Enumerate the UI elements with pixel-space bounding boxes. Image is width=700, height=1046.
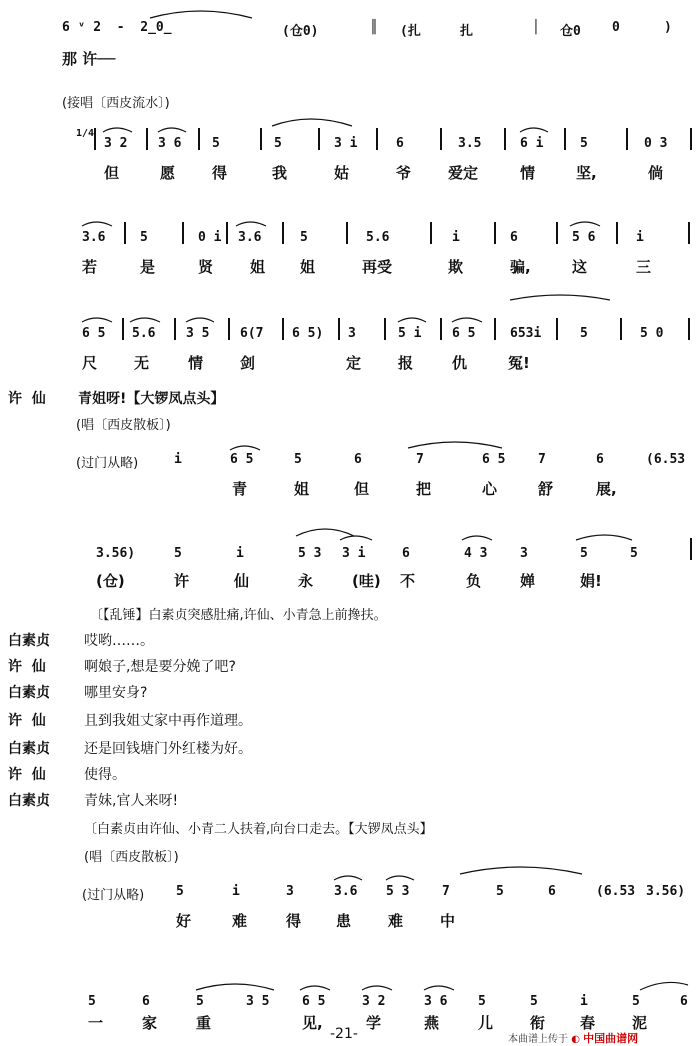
score-note: 5 3 bbox=[386, 884, 410, 899]
score-note: 6 i bbox=[520, 136, 544, 151]
score-note: 3 6 bbox=[158, 136, 182, 151]
lyric: 娟! bbox=[580, 572, 602, 590]
barline bbox=[174, 318, 176, 340]
slur bbox=[640, 982, 688, 990]
page-number: -21- bbox=[330, 1026, 358, 1042]
score-note: 5.6 bbox=[366, 230, 390, 245]
logo-icon: ◐ bbox=[571, 1034, 580, 1045]
score-note: 6 bbox=[596, 452, 604, 467]
lyric: 若 bbox=[82, 258, 98, 276]
watermark-brand: 中国曲谱网 bbox=[583, 1032, 639, 1045]
score-note: 0 3 bbox=[644, 136, 668, 151]
stage-direction: 〔【乱锤】白素贞突感肚痛,许仙、小青急上前搀扶。 bbox=[90, 608, 387, 623]
score-note: (仓0) bbox=[282, 24, 319, 39]
score-note: 3 5 bbox=[186, 326, 210, 341]
time-signature: 1/4 bbox=[76, 128, 95, 139]
score-note: 5 bbox=[632, 994, 640, 1009]
barline bbox=[494, 318, 496, 340]
score-note: 7 bbox=[538, 452, 546, 467]
lyric: 倘 bbox=[648, 164, 664, 182]
speaker-name: 许 仙 bbox=[8, 659, 46, 675]
slur bbox=[196, 984, 274, 990]
score-note: 7 bbox=[416, 452, 424, 467]
speaker-name: 白素贞 bbox=[8, 685, 50, 701]
barline bbox=[282, 222, 284, 244]
slur bbox=[272, 119, 352, 126]
lyric: 见, bbox=[302, 1014, 323, 1032]
barline bbox=[146, 128, 148, 150]
slur bbox=[362, 986, 392, 990]
score-note: 5 0 bbox=[640, 326, 664, 341]
score-note: i bbox=[236, 546, 244, 561]
score-note: 5 bbox=[294, 452, 302, 467]
dialogue-line: 哎哟……。 bbox=[84, 633, 154, 649]
score-note: 5 bbox=[496, 884, 504, 899]
slur bbox=[82, 222, 112, 226]
score-note: 仓0 bbox=[560, 24, 581, 39]
barline bbox=[690, 128, 692, 150]
score-note: 3.56) bbox=[646, 884, 686, 899]
score-note: 6 bbox=[680, 994, 688, 1009]
score-note: 5 bbox=[478, 994, 486, 1009]
slur bbox=[576, 535, 632, 540]
speaker-name: 白素贞 bbox=[8, 741, 50, 757]
lyric: 骗, bbox=[510, 258, 531, 276]
score-note: i bbox=[232, 884, 240, 899]
barline bbox=[494, 222, 496, 244]
lyric: 冤! bbox=[508, 354, 530, 372]
stage-direction: (接唱〔西皮流水〕) bbox=[62, 96, 170, 111]
lyric: 贤 bbox=[198, 258, 214, 276]
barline bbox=[318, 128, 320, 150]
barline bbox=[384, 318, 386, 340]
score-note: 0 i bbox=[198, 230, 222, 245]
dialogue-line: 青姐呀!【大锣凤点头】 bbox=[78, 391, 225, 407]
score-note: 5 bbox=[530, 994, 538, 1009]
barline bbox=[564, 128, 566, 150]
lyric: 得 bbox=[212, 164, 228, 182]
lyric: 燕 bbox=[424, 1014, 440, 1032]
speaker-name: 白素贞 bbox=[8, 793, 50, 809]
lyric: 永 bbox=[298, 572, 314, 590]
stage-direction: (唱〔西皮散板〕) bbox=[76, 418, 171, 433]
score-note: 5 bbox=[300, 230, 308, 245]
slur bbox=[462, 536, 492, 540]
lyric: 心 bbox=[482, 480, 498, 498]
stage-direction: 〔白素贞由许仙、小青二人扶着,向台口走去。【大锣凤点头】 bbox=[84, 822, 433, 837]
barline bbox=[626, 128, 628, 150]
barline bbox=[556, 222, 558, 244]
lyric: 儿 bbox=[478, 1014, 494, 1032]
score-note: 5 bbox=[140, 230, 148, 245]
lyric: 把 bbox=[416, 480, 432, 498]
score-note: 5 6 bbox=[572, 230, 596, 245]
lyric: 仙 bbox=[234, 572, 250, 590]
lyric: 那 许── bbox=[62, 50, 116, 68]
barline bbox=[688, 222, 690, 244]
lyric: 婵 bbox=[520, 572, 536, 590]
lyric: 再受 bbox=[362, 258, 393, 276]
barline bbox=[440, 128, 442, 150]
barline bbox=[688, 318, 690, 340]
watermark bbox=[508, 1030, 638, 1046]
lyric: 无 bbox=[134, 354, 150, 372]
lyric: 泥 bbox=[632, 1014, 648, 1032]
lyric: 爷 bbox=[396, 164, 412, 182]
slur bbox=[408, 442, 502, 448]
lyric: 一 bbox=[88, 1014, 104, 1032]
slur bbox=[82, 318, 112, 322]
barline bbox=[690, 538, 692, 560]
score-note: 3 i bbox=[334, 136, 358, 151]
lyric: 尺 bbox=[82, 354, 98, 372]
slur bbox=[460, 867, 582, 874]
score-note: 3 bbox=[348, 326, 356, 341]
barline bbox=[616, 222, 618, 244]
score-note: 3 6 bbox=[424, 994, 448, 1009]
score-note: 6 bbox=[396, 136, 404, 151]
score-note: 6 5 bbox=[452, 326, 476, 341]
barline bbox=[282, 318, 284, 340]
slur bbox=[296, 529, 354, 536]
slur bbox=[340, 536, 372, 540]
lyric: 仇 bbox=[452, 354, 468, 372]
slur bbox=[130, 318, 160, 322]
dialogue-line: 还是回钱塘门外红楼为好。 bbox=[84, 741, 252, 757]
barline bbox=[182, 222, 184, 244]
lyric: 但 bbox=[354, 480, 370, 498]
dialogue-line: 使得。 bbox=[84, 767, 126, 783]
lyric: 情 bbox=[188, 354, 204, 372]
lyric: 姐 bbox=[250, 258, 266, 276]
lyric: (哇) bbox=[352, 572, 381, 590]
barline bbox=[260, 128, 262, 150]
barline bbox=[346, 222, 348, 244]
slur bbox=[230, 446, 260, 450]
lyric: 难 bbox=[232, 912, 248, 930]
score-note: i bbox=[452, 230, 460, 245]
barline bbox=[228, 318, 230, 340]
lyric: 不 bbox=[400, 572, 416, 590]
slur bbox=[300, 986, 330, 990]
score-note: 3.6 bbox=[334, 884, 358, 899]
lyric: 舒 bbox=[538, 480, 554, 498]
lyric: 患 bbox=[336, 912, 352, 930]
lyric: 是 bbox=[140, 258, 156, 276]
prelude-note: (过门从略) bbox=[82, 888, 145, 903]
barline bbox=[430, 222, 432, 244]
lyric: 姐 bbox=[300, 258, 316, 276]
barline bbox=[338, 318, 340, 340]
lyric: 展, bbox=[596, 480, 617, 498]
barline bbox=[440, 318, 442, 340]
score-note: 6 5) bbox=[292, 326, 324, 341]
speaker-name: 许 仙 bbox=[8, 713, 46, 729]
lyric: (仓) bbox=[96, 572, 125, 590]
lyric: 坚, bbox=[576, 164, 597, 182]
score-note: 6 5 bbox=[482, 452, 506, 467]
slur bbox=[386, 876, 414, 880]
slur bbox=[334, 876, 362, 880]
lyric: 负 bbox=[466, 572, 482, 590]
score-note: 6 bbox=[142, 994, 150, 1009]
speaker-name: 许 仙 bbox=[8, 767, 46, 783]
score-note: 3 2 bbox=[362, 994, 386, 1009]
lyric: 这 bbox=[572, 258, 588, 276]
score-note: 3 2 bbox=[104, 136, 128, 151]
score-note: 653i bbox=[510, 326, 542, 341]
slur bbox=[150, 11, 252, 18]
barline bbox=[226, 222, 228, 244]
score-note: 4 3 bbox=[464, 546, 488, 561]
slur bbox=[520, 128, 548, 132]
slur bbox=[103, 128, 132, 132]
lyric: 中 bbox=[440, 912, 456, 930]
lyric: 姐 bbox=[294, 480, 310, 498]
dialogue-line: 青妹,官人来呀! bbox=[84, 793, 179, 809]
score-note: 6(7 bbox=[240, 326, 264, 341]
barline bbox=[556, 318, 558, 340]
slur bbox=[570, 222, 600, 226]
score-note: 3 bbox=[520, 546, 528, 561]
score-note: 5 bbox=[580, 546, 588, 561]
score-note: 6 ᵛ 2 - 2̲0̲ bbox=[62, 20, 172, 35]
slur bbox=[452, 318, 482, 322]
speaker-name: 许 仙 bbox=[8, 391, 46, 407]
score-note: (6.53 bbox=[646, 452, 686, 467]
lyric: 难 bbox=[388, 912, 404, 930]
lyric: 姑 bbox=[334, 164, 350, 182]
lyric: 愿 bbox=[160, 164, 176, 182]
score-note: 5 bbox=[580, 136, 588, 151]
slur bbox=[398, 318, 426, 322]
score-note: 7 bbox=[442, 884, 450, 899]
dialogue-line: 哪里安身? bbox=[84, 685, 148, 701]
barline bbox=[198, 128, 200, 150]
slur bbox=[510, 295, 610, 300]
score-note: i bbox=[580, 994, 588, 1009]
stage-direction: (唱〔西皮散板〕) bbox=[84, 850, 179, 865]
score-note: 3 5 bbox=[246, 994, 270, 1009]
score-note: 5 bbox=[174, 546, 182, 561]
barline: │ bbox=[532, 20, 540, 35]
score-note: 3.56) bbox=[96, 546, 136, 561]
lyric: 我 bbox=[272, 164, 288, 182]
score-note: 0 bbox=[612, 20, 620, 35]
score-note: (扎 bbox=[400, 24, 421, 39]
lyric: 情 bbox=[520, 164, 536, 182]
lyric: 衔 bbox=[530, 1014, 546, 1032]
score-note: 5 bbox=[274, 136, 282, 151]
score-note: 6 bbox=[354, 452, 362, 467]
score-note: 5 i bbox=[398, 326, 422, 341]
slur bbox=[158, 128, 186, 132]
score-note: 3.6 bbox=[82, 230, 106, 245]
score-note: 6 bbox=[548, 884, 556, 899]
score-note: 6 bbox=[510, 230, 518, 245]
score-note: 5 bbox=[176, 884, 184, 899]
score-note: 5 bbox=[212, 136, 220, 151]
score-note: 6 5 bbox=[302, 994, 326, 1009]
watermark-text: 本曲谱上传于 bbox=[508, 1034, 568, 1045]
score-note: 5.6 bbox=[132, 326, 156, 341]
score-note: i bbox=[636, 230, 644, 245]
score-note: 6 5 bbox=[82, 326, 106, 341]
score-note: 3 i bbox=[342, 546, 366, 561]
slur bbox=[236, 222, 266, 226]
lyric: 重 bbox=[196, 1014, 212, 1032]
score-note: ) bbox=[664, 20, 672, 35]
dialogue-line: 啊娘子,想是要分娩了吧? bbox=[84, 659, 236, 675]
lyric: 许 bbox=[174, 572, 190, 590]
lyric: 报 bbox=[398, 354, 414, 372]
barline bbox=[94, 128, 96, 150]
double-barline: ║ bbox=[370, 20, 378, 35]
lyric: 爱定 bbox=[448, 164, 479, 182]
lyric: 青 bbox=[232, 480, 248, 498]
barline bbox=[376, 128, 378, 150]
barline bbox=[122, 318, 124, 340]
barline bbox=[620, 318, 622, 340]
slur bbox=[186, 318, 214, 322]
lyric: 学 bbox=[366, 1014, 382, 1032]
score-note: (6.53 bbox=[596, 884, 636, 899]
score-note: 3 bbox=[286, 884, 294, 899]
barline bbox=[124, 222, 126, 244]
score-note: 5 3 bbox=[298, 546, 322, 561]
lyric: 好 bbox=[176, 912, 192, 930]
score-note: 扎 bbox=[460, 24, 474, 39]
score-note: 5 bbox=[88, 994, 96, 1009]
lyric: 定 bbox=[346, 354, 362, 372]
lyric: 春 bbox=[580, 1014, 596, 1032]
lyric: 但 bbox=[104, 164, 120, 182]
score-note: 5 bbox=[196, 994, 204, 1009]
score-note: 5 bbox=[630, 546, 638, 561]
score-note: 3.6 bbox=[238, 230, 262, 245]
prelude-note: (过门从略) bbox=[76, 456, 139, 471]
score-note: 6 5 bbox=[230, 452, 254, 467]
lyric: 剑 bbox=[240, 354, 256, 372]
speaker-name: 白素贞 bbox=[8, 633, 50, 649]
lyric: 家 bbox=[142, 1014, 158, 1032]
slur bbox=[424, 986, 454, 990]
lyric: 三 bbox=[636, 258, 652, 276]
barline bbox=[504, 128, 506, 150]
score-note: 6 bbox=[402, 546, 410, 561]
lyric: 得 bbox=[286, 912, 302, 930]
score-note: 3.5 bbox=[458, 136, 482, 151]
score-note: i bbox=[174, 452, 182, 467]
score-note: 5 bbox=[580, 326, 588, 341]
lyric: 欺 bbox=[448, 258, 464, 276]
dialogue-line: 且到我姐丈家中再作道理。 bbox=[84, 713, 252, 729]
